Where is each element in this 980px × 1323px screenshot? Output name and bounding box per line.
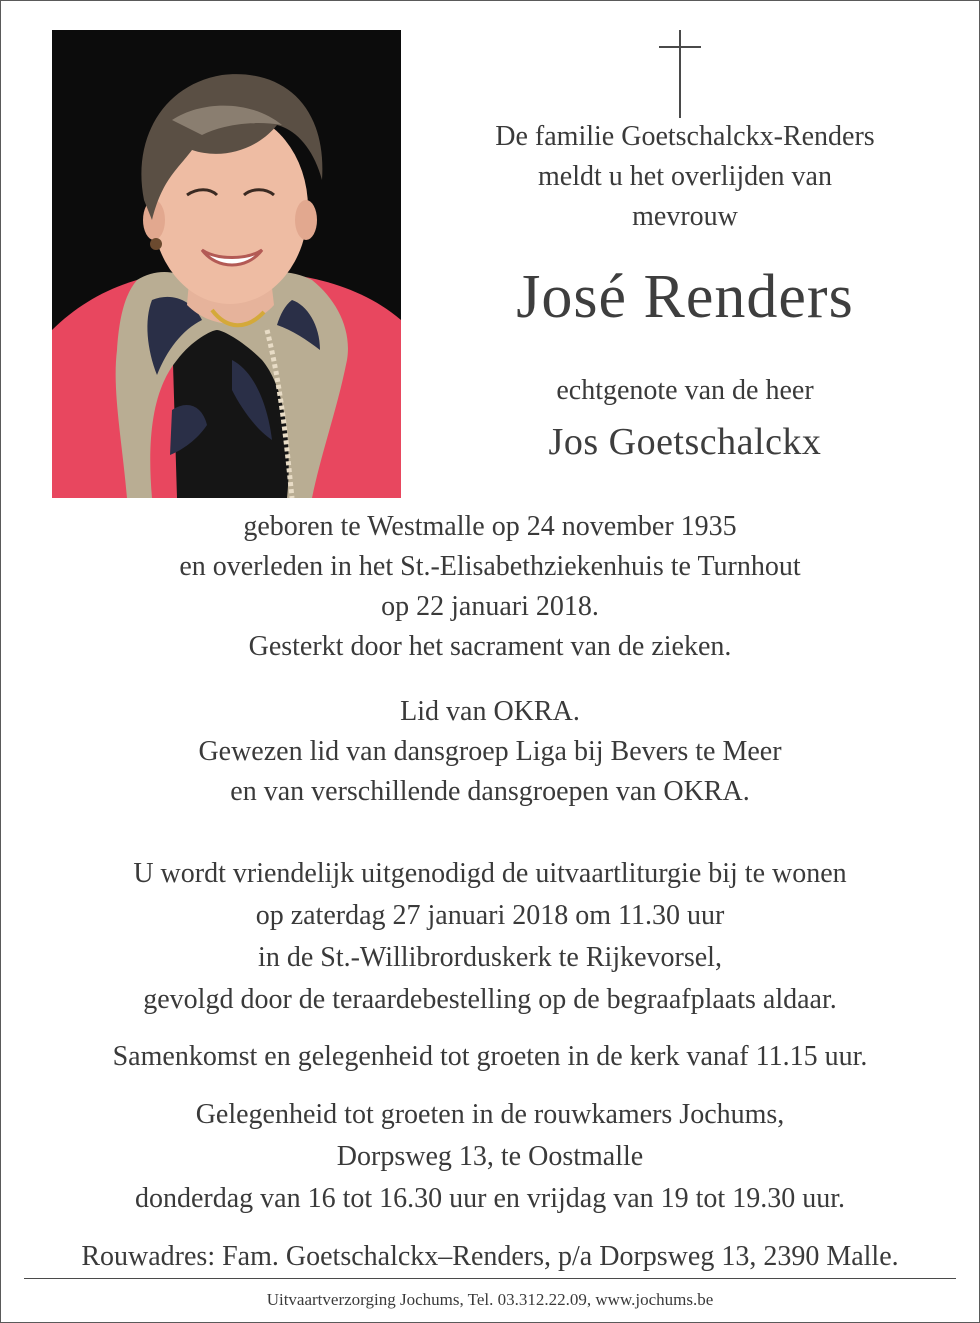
funeral-line-3: in de St.-Willibrorduskerk te Rijkevorsel, <box>258 942 722 973</box>
membership-line-2: Gewezen lid van dansgroep Liga bij Bevers te Meer <box>198 736 782 767</box>
visitation-line-1: Gelegenheid tot groeten in de rouwkamers Jochums, <box>195 1099 785 1130</box>
funeral-line-1: U wordt vriendelijk uitgenodigd de uitvaartliturgie bij te wonen <box>133 858 847 889</box>
membership-line-1: Lid van OKRA. <box>400 696 580 727</box>
birth-death-line-1: geboren te Westmalle op 24 november 1935 <box>243 511 737 542</box>
mourning-address: Rouwadres: Fam. Goetschalckx–Renders, p/a Dorpsweg 13, 2390 Malle. <box>81 1241 899 1272</box>
announce-line-2: meldt u het overlijden van <box>538 161 832 192</box>
footer-undertaker: Uitvaartverzorging Jochums, Tel. 03.312.22.09, www.jochums.be <box>266 1290 714 1309</box>
spouse-intro: echtgenote van de heer <box>556 375 814 406</box>
deceased-name: José Renders <box>516 263 854 331</box>
portrait-photo <box>52 30 401 498</box>
gathering-line: Samenkomst en gelegenheid tot groeten in de kerk vanaf 11.15 uur. <box>112 1041 868 1072</box>
funeral-line-2: op zaterdag 27 januari 2018 om 11.30 uur <box>255 900 725 931</box>
announce-line-1: De familie Goetschalckx-Renders <box>495 121 875 152</box>
announce-line-3: mevrouw <box>632 201 738 232</box>
divider-line <box>24 1278 956 1279</box>
visitation-line-2: Dorpsweg 13, te Oostmalle <box>336 1141 644 1172</box>
birth-death-line-2: en overleden in het St.-Elisabethziekenhuis te Turnhout <box>179 551 801 582</box>
funeral-line-4: gevolgd door de teraardebestelling op de begraafplaats aldaar. <box>143 984 837 1015</box>
membership-line-3: en van verschillende dansgroepen van OKRA. <box>230 776 750 807</box>
cross-icon <box>659 30 701 118</box>
visitation-line-3: donderdag van 16 tot 16.30 uur en vrijdag van 19 tot 19.30 uur. <box>135 1183 845 1214</box>
birth-death-line-4: Gesterkt door het sacrament van de zieken. <box>248 631 732 662</box>
birth-death-line-3: op 22 januari 2018. <box>381 591 599 622</box>
spouse-name: Jos Goetschalckx <box>548 421 822 463</box>
